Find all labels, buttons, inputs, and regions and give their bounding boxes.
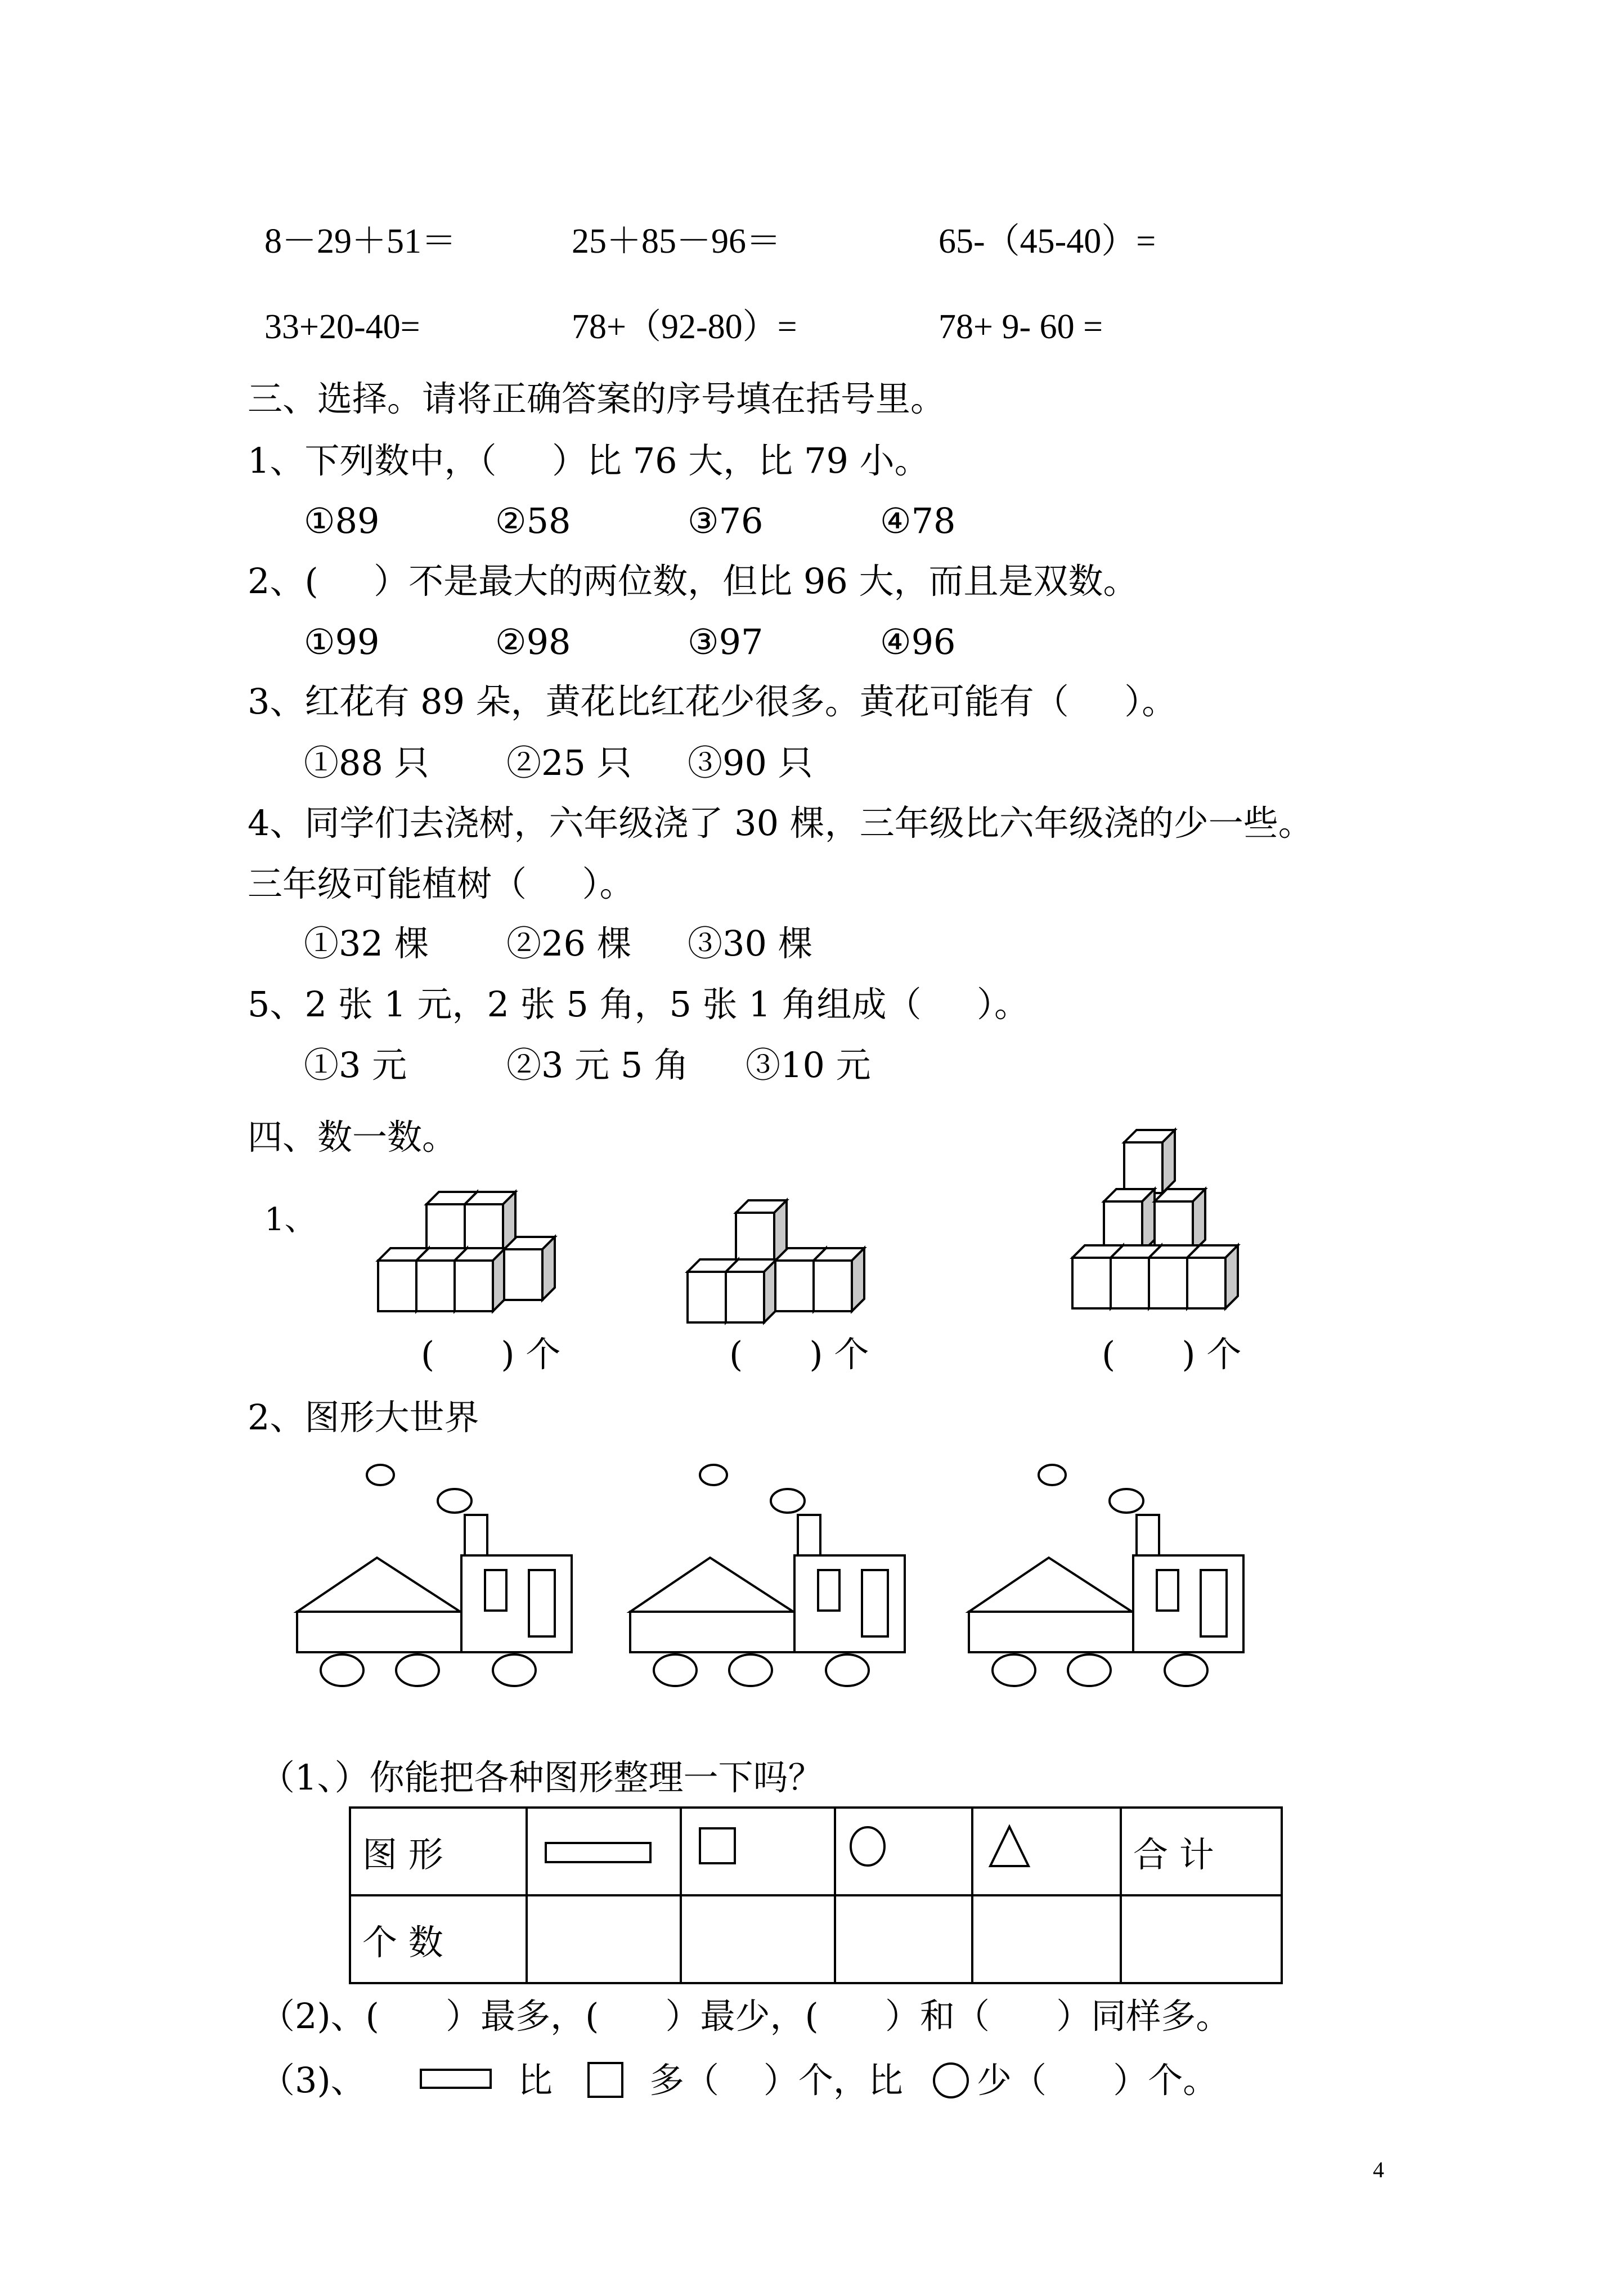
circle-icon — [934, 2064, 968, 2097]
equation: 78+（92-80）= — [572, 308, 797, 346]
cube-stack-3 — [1072, 1130, 1238, 1308]
option: ③90 只 — [688, 742, 813, 783]
option: ②25 只 — [506, 742, 632, 783]
cube-stack-1 — [378, 1192, 555, 1311]
rectangle-icon — [539, 1836, 652, 1864]
equation: 78+ 9- 60 = — [939, 308, 1103, 346]
table-cell — [681, 1808, 835, 1895]
table-row — [350, 1808, 1282, 1895]
sub-question: （1、）你能把各种图形整理一下吗？ — [260, 1757, 823, 1798]
sub-question-text: 比 — [518, 2060, 553, 2101]
option: ④96 — [880, 621, 956, 662]
square-icon — [589, 2063, 622, 2097]
rectangle-icon — [421, 2070, 491, 2088]
question-text: 3、红花有 89 朵，黄花比红花少很多。黄花可能有（ ）。 — [248, 681, 1177, 722]
option: ①99 — [304, 621, 380, 662]
option: ③30 棵 — [688, 923, 813, 964]
count-blank: ( ) 个 — [421, 1334, 561, 1375]
train-2 — [630, 1465, 905, 1686]
answer-cell[interactable] — [835, 1895, 972, 1983]
option: ②58 — [495, 500, 571, 541]
option: ④78 — [880, 500, 956, 541]
option: ①89 — [304, 500, 380, 541]
option: ③76 — [688, 500, 764, 541]
question-text: 5、2 张 1 元，2 张 5 角，5 张 1 角组成（ ）。 — [248, 984, 1030, 1025]
question-title: 2、图形大世界 — [248, 1397, 479, 1438]
table-row — [350, 1895, 1282, 1983]
option: ③10 元 — [746, 1044, 871, 1086]
equation: 65-（45-40）= — [939, 222, 1156, 261]
option: ②3 元 5 角 — [506, 1044, 689, 1086]
sub-question-text: 多（ ）个，比 — [649, 2060, 903, 2101]
table-header: 个 数 — [350, 1895, 527, 1983]
triangle-icon — [985, 1822, 1035, 1873]
answer-cell[interactable] — [972, 1895, 1121, 1983]
option: ③97 — [688, 621, 764, 662]
train-3 — [969, 1465, 1243, 1686]
square-icon — [693, 1825, 738, 1870]
sub-question: （2)、( ）最多，( ）最少，( ）和（ ）同样多。 — [260, 1995, 1231, 2037]
shape-count-table — [349, 1806, 1283, 1984]
table-header: 图 形 — [350, 1808, 527, 1895]
option: ②98 — [495, 621, 571, 662]
answer-cell[interactable] — [527, 1895, 681, 1983]
option: ①32 棵 — [304, 923, 429, 964]
question-text: 4、同学们去浇树，六年级浇了 30 棵，三年级比六年级浇的少一些。 — [248, 802, 1313, 844]
table-cell — [835, 1808, 972, 1895]
cube-stack-2 — [688, 1200, 864, 1322]
section-title: 三、选择。请将正确答案的序号填在括号里。 — [248, 378, 946, 419]
equation: 8－29＋51＝ — [264, 222, 457, 261]
count-blank: ( ) 个 — [1102, 1334, 1242, 1375]
sub-question-prefix: （3)、 — [260, 2060, 366, 2101]
table-header: 合 计 — [1121, 1808, 1282, 1895]
page-number: 4 — [1373, 2157, 1384, 2182]
option: ①3 元 — [304, 1044, 407, 1086]
table-cell — [527, 1808, 681, 1895]
equation: 33+20-40= — [264, 308, 420, 346]
question-label: 1、 — [264, 1201, 316, 1238]
question-text: 三年级可能植树（ ）。 — [248, 863, 635, 904]
option: ②26 棵 — [506, 923, 632, 964]
option: ①88 只 — [304, 742, 429, 783]
answer-cell[interactable] — [1121, 1895, 1282, 1983]
table-cell — [972, 1808, 1121, 1895]
count-blank: ( ) 个 — [729, 1334, 869, 1375]
question-text: 1、下列数中，（ ）比 76 大，比 79 小。 — [248, 440, 930, 481]
train-1 — [297, 1465, 572, 1686]
equation: 25＋85－96＝ — [572, 222, 782, 261]
answer-cell[interactable] — [681, 1895, 835, 1983]
circle-icon — [847, 1825, 892, 1870]
section-title: 四、数一数。 — [248, 1116, 457, 1158]
question-text: 2、( ）不是最大的两位数，但比 96 大，而且是双数。 — [248, 560, 1138, 602]
sub-question-text: 少（ ）个。 — [977, 2060, 1218, 2101]
